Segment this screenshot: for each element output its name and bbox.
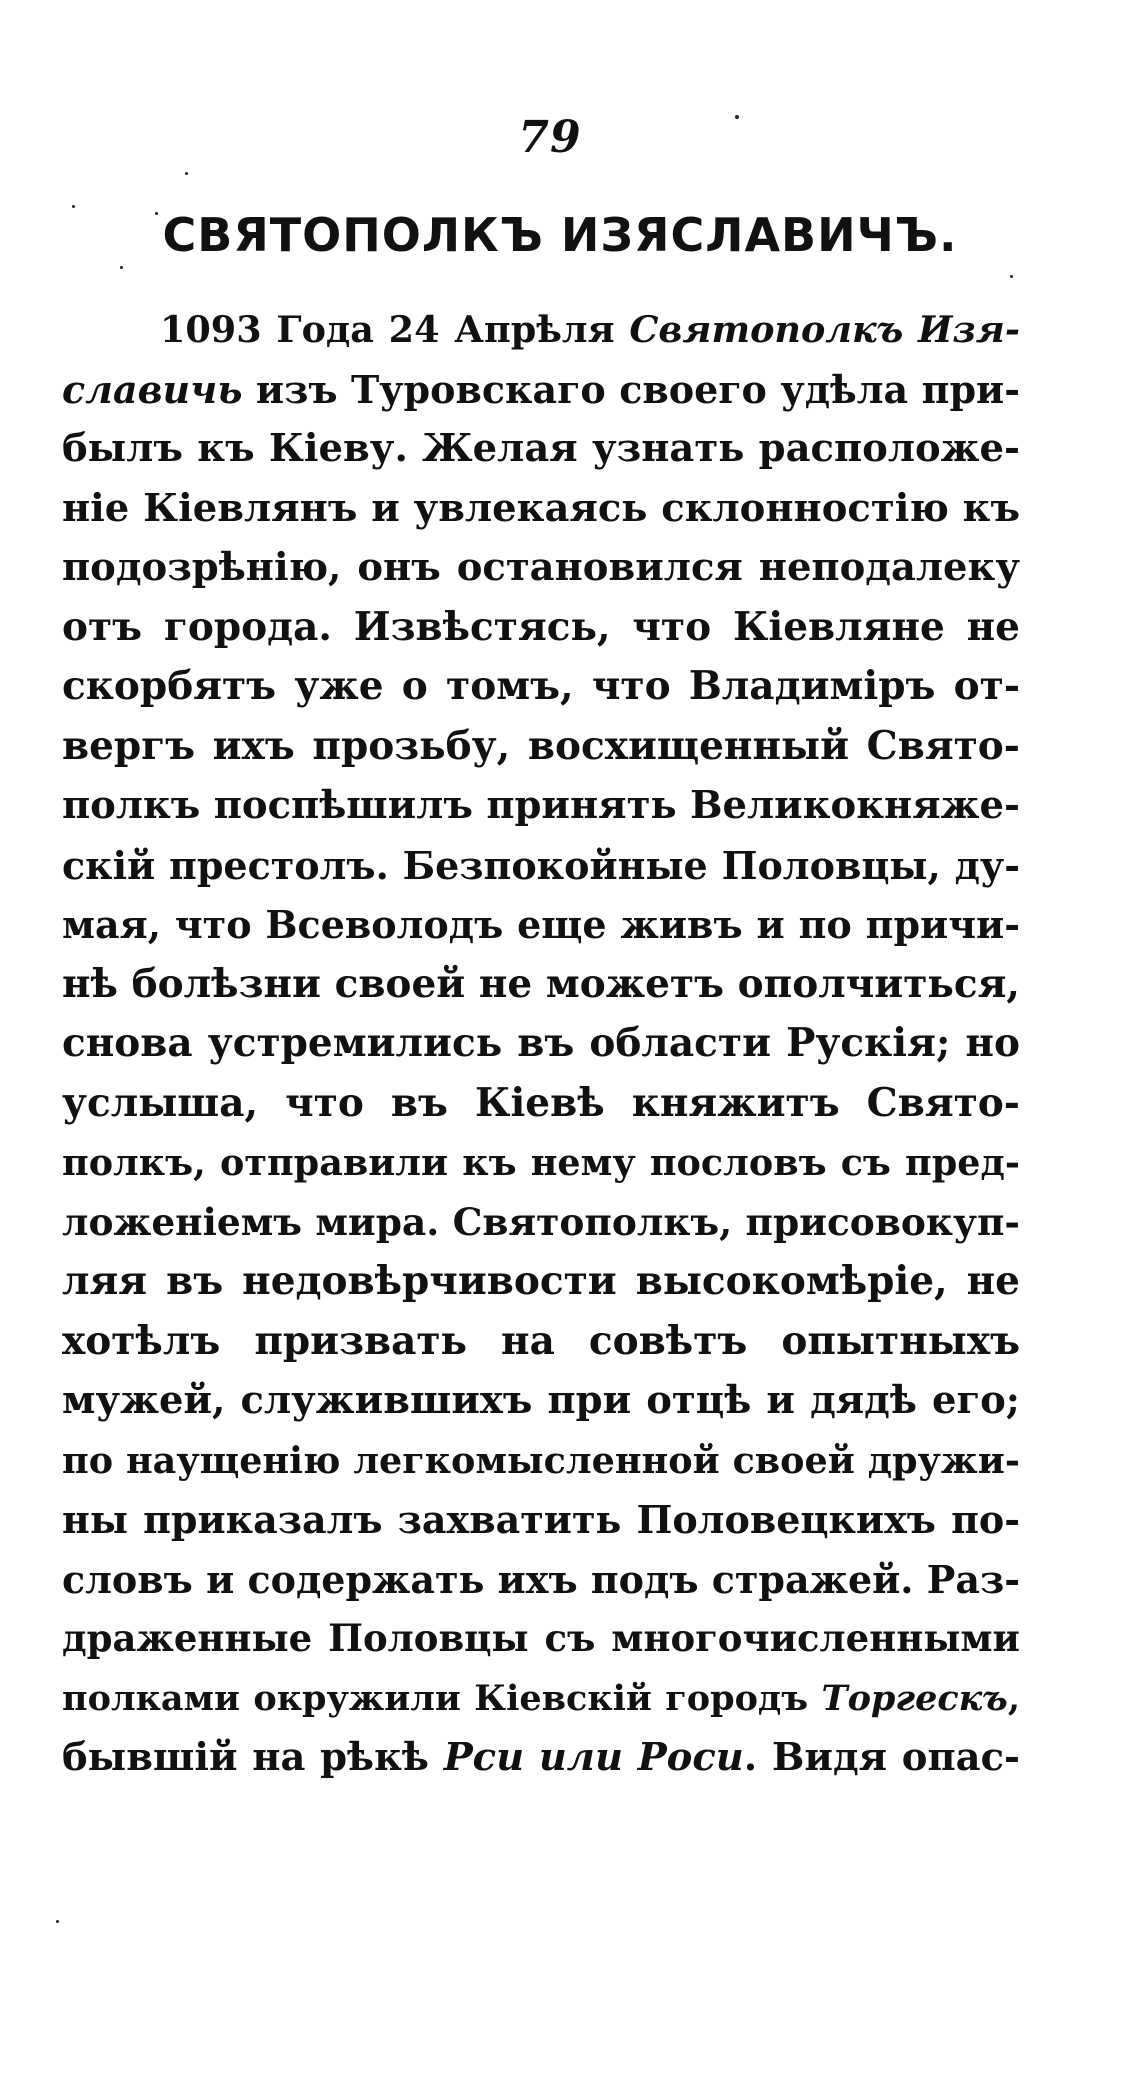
scan-speck <box>185 172 188 175</box>
text-run: . Видя опас- <box>743 1735 1021 1780</box>
text-run: хотѣлъ призвать на совѣтъ опытныхъ <box>62 1317 1020 1364</box>
text-run: подозрѣнію, онъ остановился неподалеку <box>62 545 1020 590</box>
text-line <box>62 657 1020 717</box>
italic-text-run: славичь <box>62 366 243 412</box>
text-line <box>62 895 1020 955</box>
text-line <box>62 360 1020 420</box>
text-run: словъ и содержать ихъ подъ стражей. Раз- <box>62 1556 1020 1602</box>
text-run: драженные Половцы съ многочисленными <box>62 1616 1020 1660</box>
text-line <box>62 1669 1020 1729</box>
text-run: скій престолъ. Безпокойные Половцы, ду- <box>62 842 1020 888</box>
text-line <box>62 419 1020 479</box>
text-run: полкъ, отправили къ нему пословъ съ пред- <box>62 1141 1020 1184</box>
text-run: вергъ ихъ прозьбу, восхищенный Свято- <box>62 722 1020 769</box>
text-run: бывшій на рѣкѣ <box>62 1735 444 1780</box>
text-run: скорбятъ уже о томъ, что Владиміръ от- <box>62 663 1020 709</box>
text-run: ложеніемъ мира. Святополкъ, присовокуп- <box>62 1199 1020 1244</box>
text-line <box>62 1133 1020 1193</box>
text-line <box>62 598 1020 658</box>
text-line <box>62 776 1020 836</box>
text-run: мужей, служившихъ при отцѣ и дядѣ его; <box>62 1378 1020 1423</box>
text-run: снова устремились въ области Рускія; но <box>62 1020 1020 1066</box>
text-line <box>62 1490 1020 1550</box>
scan-speck <box>155 212 158 215</box>
scan-speck <box>72 205 75 208</box>
chapter-title: СВЯТОПОЛКЪ ИЗЯСЛАВИЧЪ. <box>162 208 958 262</box>
text-line <box>62 1014 1020 1074</box>
text-line <box>62 1312 1020 1372</box>
scan-speck <box>120 266 123 269</box>
text-line <box>62 1074 1020 1134</box>
italic-text-run: Святополкъ Изя- <box>629 308 1021 351</box>
text-line <box>62 300 1020 360</box>
text-run: былъ къ Кіеву. Желая узнать расположе- <box>62 426 1020 471</box>
scan-speck <box>1010 275 1013 278</box>
text-run: мая, что Всеволодъ еще живъ и по причи- <box>62 902 1020 947</box>
text-line <box>62 1609 1020 1669</box>
text-line <box>62 1550 1020 1610</box>
text-line <box>62 1193 1020 1253</box>
text-run: нѣ болѣзни своей не можетъ ополчиться, <box>62 960 1020 1007</box>
text-run: отъ города. Извѣстясь, что Кіевляне не <box>62 603 1020 650</box>
text-run: по наущенію легкомысленной своей дружи- <box>62 1438 1020 1482</box>
scan-speck <box>735 115 739 119</box>
scan-speck <box>56 1920 59 1923</box>
text-run: услыша, что въ Кіевѣ княжитъ Свято- <box>62 1079 1020 1126</box>
text-run: , <box>1007 1677 1020 1719</box>
text-run: ніе Кіевлянъ и увлекаясь склонностію къ <box>62 485 1020 531</box>
text-line <box>62 1431 1020 1491</box>
text-line <box>62 717 1020 777</box>
text-run: ны приказалъ захватить Половецкихъ по- <box>62 1497 1020 1542</box>
text-line <box>62 1252 1020 1312</box>
text-line <box>62 836 1020 896</box>
page-number: 79 <box>518 112 582 163</box>
body-text <box>62 300 1020 1788</box>
text-run: полками окружили Кіевскій городъ <box>62 1677 822 1719</box>
text-line <box>62 479 1020 539</box>
text-run: изъ Туровскаго своего удѣла при- <box>242 366 1020 412</box>
text-line <box>62 538 1020 598</box>
text-line <box>62 955 1020 1015</box>
text-line <box>62 1728 1020 1788</box>
text-run: 1093 Года 24 Апрѣля <box>160 308 630 351</box>
text-run: ляя въ недовѣрчивости высокомѣріе, не <box>62 1258 1020 1304</box>
italic-text-run: Торгескъ <box>821 1677 1008 1719</box>
text-line <box>62 1371 1020 1431</box>
text-run: полкъ поспѣшилъ принять Великокняже- <box>62 783 1020 828</box>
italic-text-run: Рси или Роси <box>443 1735 744 1780</box>
